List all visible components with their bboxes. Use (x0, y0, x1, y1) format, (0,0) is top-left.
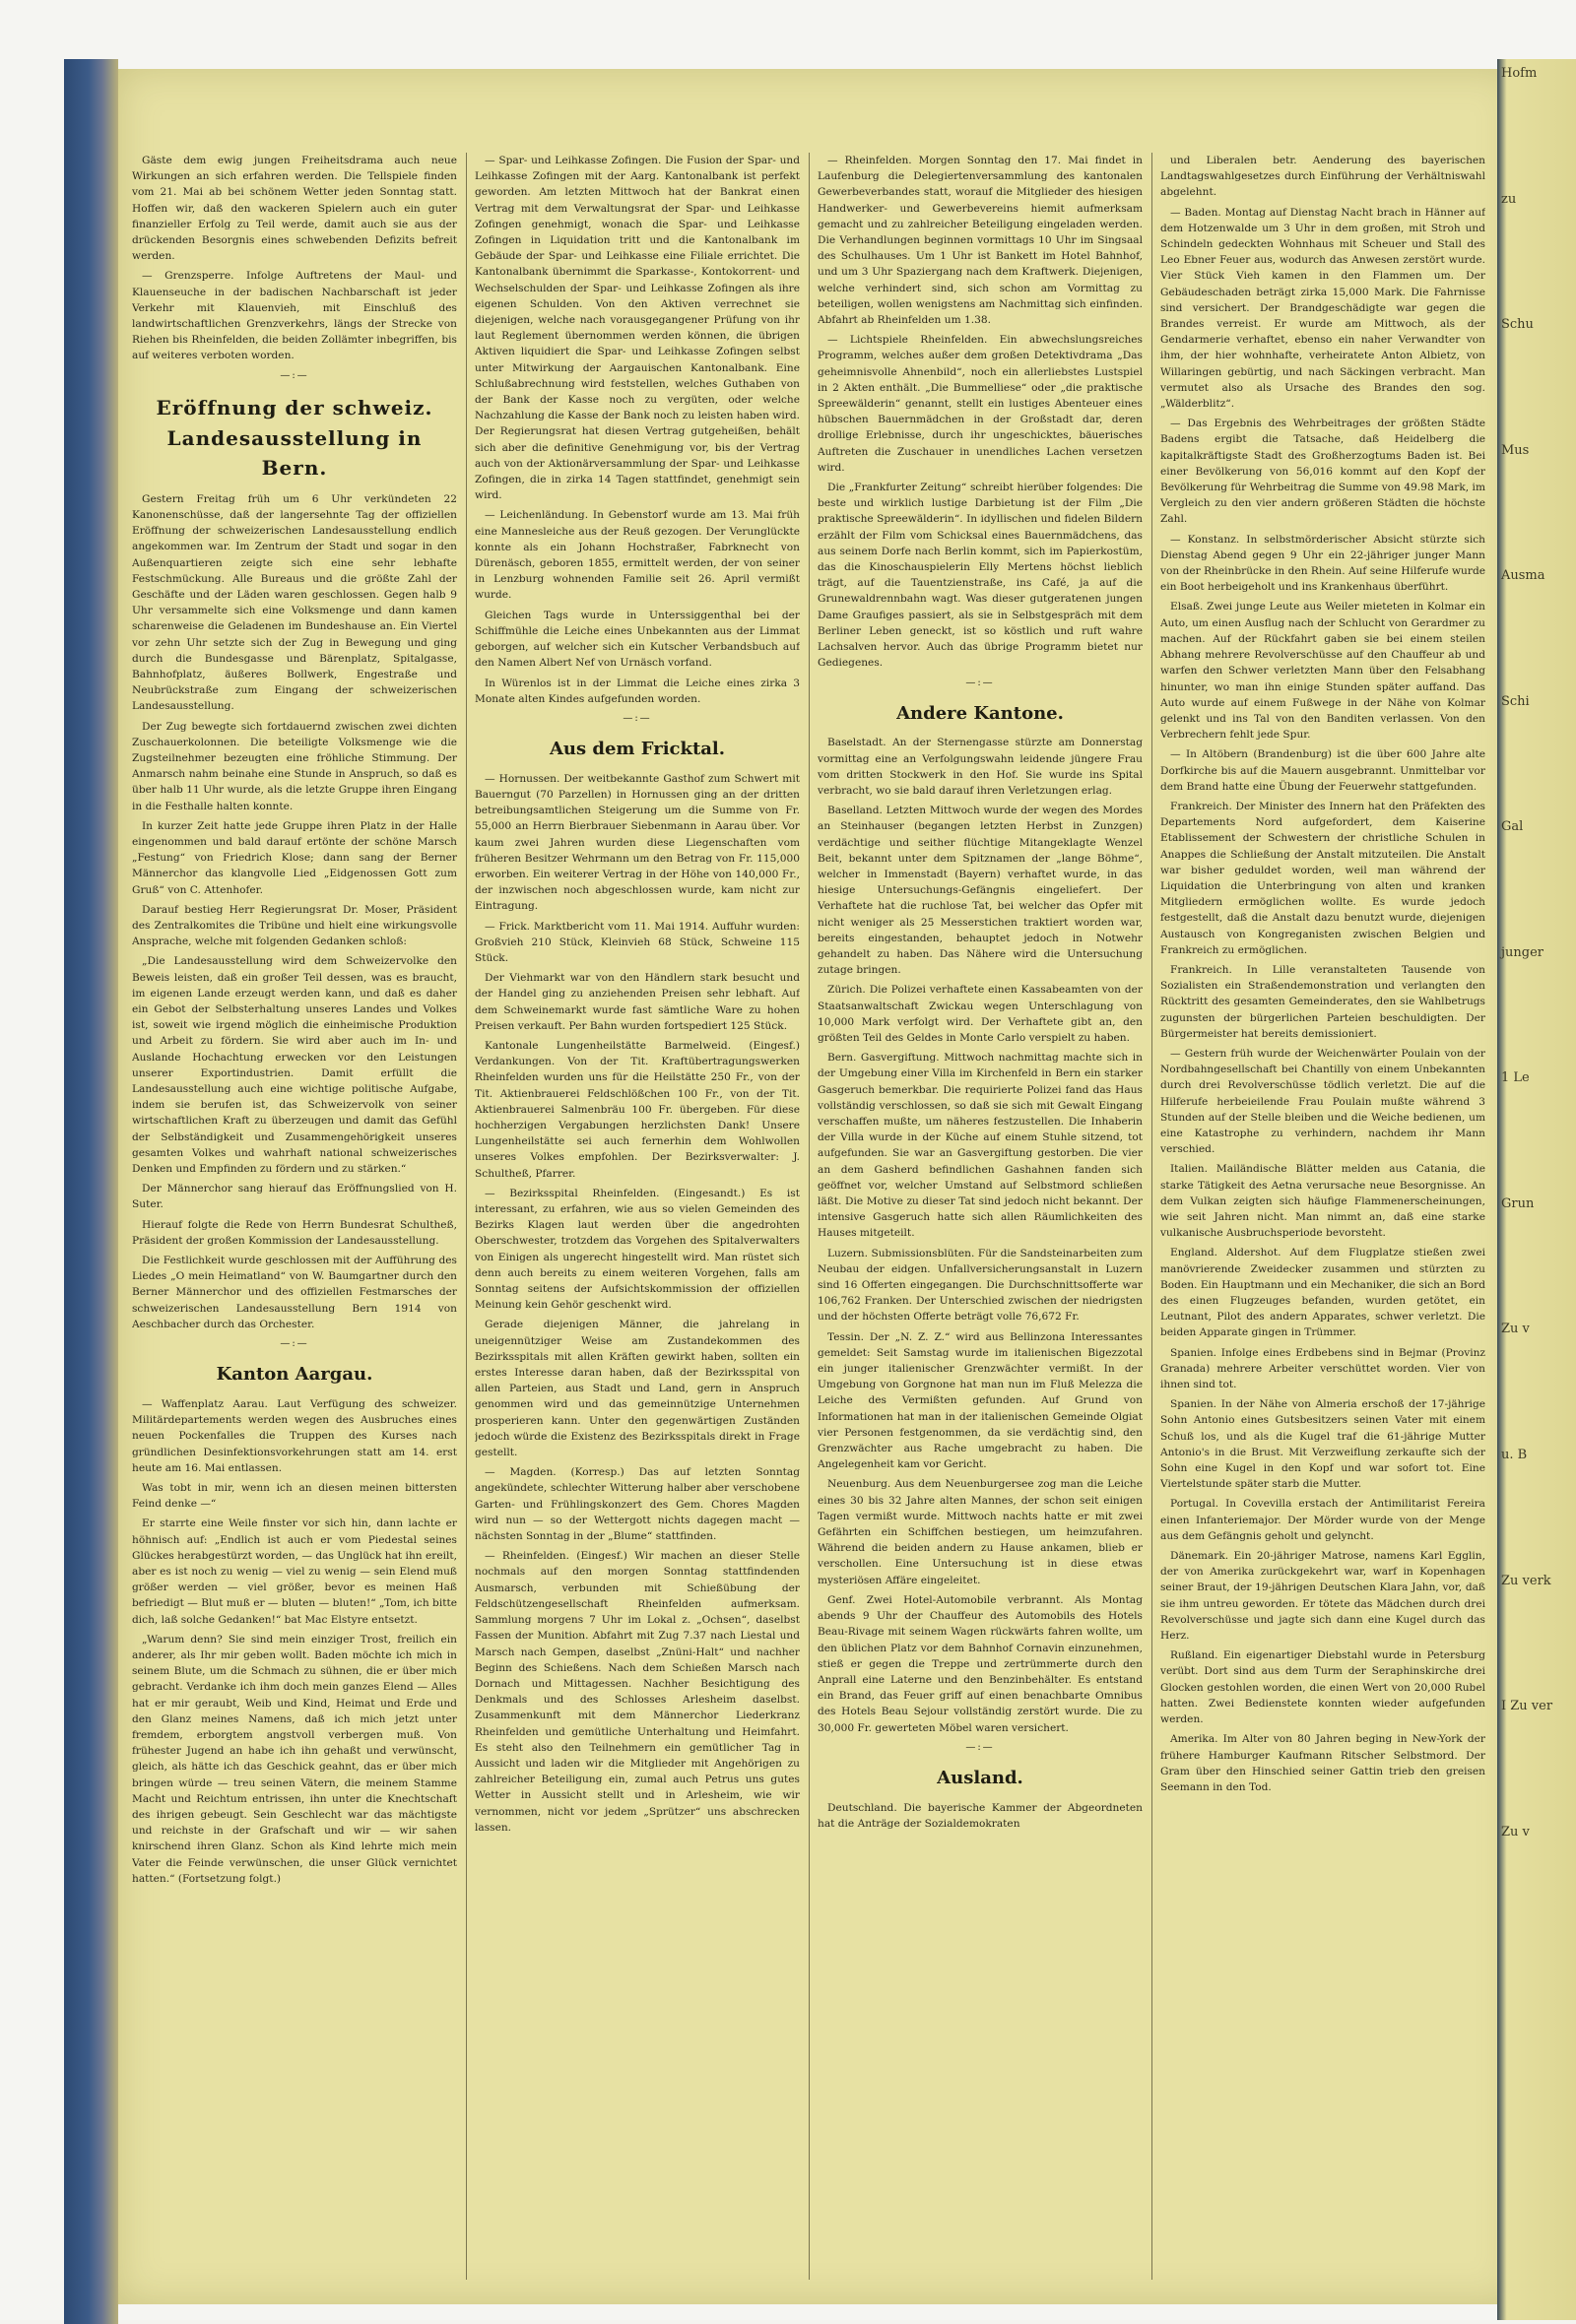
article-paragraph: Er starrte eine Weile finster vor sich hin, dann lachte er höhnisch auf: „Endlich ist auch er vom Piedestal seines Glückes herabgestürzt worden, — das Unglück hat ihn ereilt, aber es ist noch zu wenig — viel zu wenig — sein Elend muß größer werden — viel größer, bevor es meinen Haß befriedigt — Blut muß er — bluten — bluten!“ „Tom, ich bitte dich, laß solche Gedanken!“ bat Mac Elstyre entsetzt. (132, 1517, 457, 1626)
article-paragraph: Was tobt in mir, wenn ich an diesen meinen bittersten Feind denke —“ (132, 1481, 457, 1511)
article-paragraph: Gäste dem ewig jungen Freiheitsdrama auch neue Wirkungen an sich erfahren werden. Die Tellspiele finden vom 21. Mai ab bei schönem Wetter jeden Sonntag statt. Hoffen wir, daß den wackeren Spielern auch ein guter finanzieller Erfolg zu Teil werde, damit auch sie aus der drückenden Besorgnis eines schwebenden Defizits befreit werden. (132, 155, 457, 263)
article-columns (132, 153, 1501, 2280)
section-separator: —:— (623, 712, 652, 724)
article-paragraph: Der Zug bewegte sich fortdauernd zwischen zwei dichten Zuschauerkolonnen. Die beteiligte Volksmenge wie die Zugsteilnehmer bezeugten eine fröhliche Stimmung. Der Anmarsch nahm beinahe eine Stunde in Anspruch, so daß es über halb 11 Uhr wurde, als die letzte Gruppe ihren Eingang in die Festhalle halten konnte. (132, 720, 457, 812)
article-paragraph: Neuenburg. Aus dem Neuenburgersee zog man die Leiche eines 30 bis 32 Jahre alten Mannes, der schon seit einigen Tagen vermißt wurde. Mittwoch nachts hatte er mit zwei Gefährten ein Schiffchen bestiegen, um heimzufahren. Während die beiden andern zu Hause ankamen, blieb er verschollen. Eine Untersuchung ist in diese etwas mysteriösen Affäre eingeleitet. (818, 1478, 1143, 1586)
section-separator: —:— (965, 1741, 995, 1753)
book-spine-edge (64, 59, 118, 2324)
adjacent-page-fragment: Zu verk (1501, 1573, 1551, 1588)
adjacent-page-fragment: Schi (1501, 693, 1530, 709)
column-4 (1160, 153, 1485, 2280)
article-paragraph: — Spar- und Leihkasse Zofingen. Die Fusion der Spar- und Leihkasse Zofingen mit der Aarg. Kantonalbank ist perfekt geworden. Am letzten Mittwoch hat der Bankrat einen Vertrag mit dem Verwaltungsrat der Spar- und Leihkasse Zofingen genehmigt, wonach die Spar- und Leihkasse Zofingen in Liquidation tritt und die Kantonalbank im Gebäude der Spar- und Leihkasse eine Filiale errichtet. Die Kantonalbank übernimmt die Sparkasse-, Kontokorrent- und Wechselschulden der Spar- und Leihkasse Zofingen als ihre eigenen Schulden. Von den Aktiven verrechnet sie diejenigen, welche nach vorausgegangener Prüfung von ihr laut Reglement übernommen werden können, die übrigen Aktiven liquidiert die Spar- und Leihkasse Zofingen selbst unter Mitwirkung der Aargauischen Kantonalbank. Eine Schlußabrechnung wird feststellen, welches Guthaben von der Bank der Kasse noch zu vergüten, oder welche Nachzahlung die Kasse der Bank noch zu leisten haben wird. Der Regierungsrat hat diesen Vertrag gutgeheißen, behält sich aber die definitive Genehmigung vor, bis der Vertrag auch von der Aktionärversammlung der Spar- und Leihkasse Zofingen, die in zirka 14 Tagen stattfindet, genehmigt sein wird. (475, 155, 800, 502)
adjacent-page-fragment: Zu v (1501, 1322, 1530, 1337)
adjacent-page-fragment: Schu (1501, 317, 1534, 333)
article-paragraph: — Hornussen. Der weitbekannte Gasthof zum Schwert mit Bauerngut (70 Parzellen) in Hornussen ging an der dritten betreibungsamtlichen Steigerung um die Summe von Fr. 55,000 an Herrn Bierbrauer Siebenmann in Aarau über. Vor kaum zwei Jahren wurden diese Liegenschaften vom früheren Besitzer Wehrmann um den Betrag von Fr. 115,000 erworben. Ein weiterer Vertrag in der Höhe von 140,000 Fr., der inzwischen noch abgeschlossen wurde, kam nicht zur Eintragung. (475, 772, 800, 913)
article-paragraph: Luzern. Submissionsblüten. Für die Sandsteinarbeiten zum Neubau der eidgen. Unfallversicherungsanstalt in Luzern sind 16 Offerten eingegangen. Die Durchschnittsofferte war 106,762 Franken. Der Unterschied zwischen der niedrigsten und der höchsten Offerte beträgt volle 76,672 Fr. (818, 1247, 1143, 1323)
article-paragraph: „Die Landesausstellung wird dem Schweizervolke den Beweis leisten, daß ein großer Teil dessen, was es braucht, im eigenen Lande erzeugt werden kann, und daß es daher ein Gebot der Selbsterhaltung unseres Landes und Volkes ist, soweit wie irgend möglich die einheimische Produktion und Arbeit zu fördern. Sie wird aber auch im In- und Auslande Hochachtung erwecken vor den Leistungen unserer Exportindustrien. Damit erfüllt die Landesausstellung auch eine wichtige politische Aufgabe, indem sie berufen ist, das Schweizervolk von seiner wirtschaftlichen Kraft zu überzeugen und damit das Gefühl der Selbständigkeit und Zusammengehörigkeit unseres gesamten Volkes und wahrhaft national schweizerisches Denken und Empfinden zu fördern und zu stärken.“ (132, 955, 457, 1176)
section-separator: —:— (965, 677, 995, 688)
adjacent-page-fragment: Hofm (1501, 66, 1538, 81)
article-paragraph: Dänemark. Ein 20-jähriger Matrose, namens Karl Egglin, der von Amerika zurückgekehrt war, warf in Kopenhagen seiner Braut, der 19-jährigen Deutschen Klara Jahn, vor, daß sie ihm untreu geworden. Er tötete das Mädchen durch drei Revolverschüsse und jagte sich dann eine Kugel durch das Herz. (1160, 1550, 1485, 1643)
article-paragraph: Italien. Mailändische Blätter melden aus Catania, die starke Tätigkeit des Aetna verursache neue Besorgnisse. An dem Vulkan zeigten sich häufige Flammenerscheinungen, wie seit Jahren nicht. Man nimmt an, daß eine starke vulkanische Ausbruchsperiode bevorsteht. (1160, 1163, 1485, 1240)
article-paragraph: Die „Frankfurter Zeitung“ schreibt hierüber folgendes: Die beste und wirklich lustige Darbietung ist der Film „Die praktische Spreewälderin“. In idyllischen und fidelen Bildern erzählt der Film vom Schicksal eines Bauernmädchens, das aus seinem Dorfe nach Berlin kommt, sich im Papierkostüm, das die Kinoschauspielerin Elly Mertens höchst lieblich trägt, auf die Tauentzienstraße, ins Café, ja auf die Grunewaldrennbahn wagt. Was dieser gutgeratenen jungen Dame Graufiges passiert, als sie in Selbstgespräch mit dem Berliner Leben geneckt, ist so köstlich und ruft wahre Lachsalven hervor. Auch das übrige Programm bietet nur Gediegenes. (818, 482, 1143, 670)
article-paragraph: — Waffenplatz Aarau. Laut Verfügung des schweizer. Militärdepartements werden wegen des Ausbruches eines neuen Pockenfalles die Truppen des Kurses nach gründlichen Desinfektionsvorkehrungen statt am 14. erst heute am 16. Mai entlassen. (132, 1397, 457, 1474)
article-paragraph: Der Männerchor sang hierauf das Eröffnungslied von H. Suter. (132, 1183, 457, 1211)
article-paragraph: — Bezirksspital Rheinfelden. (Eingesandt.) Es ist interessant, zu erfahren, wie aus so vielen Gemeinden des Bezirks Klagen laut werden über die angedrohten Oberschwester, trotzdem das Vorgehen des Spitalverwalters von Einigen als ungerecht hingestellt wird. Man rüstet sich denn auch bereits zu einem weiteren Vorgehen, falls am Sonntag seitens der Aufsichtskommission der offiziellen Meinung kein Gehör geschenkt wird. (475, 1187, 800, 1312)
section-heading: Aus dem Fricktal. (549, 739, 726, 760)
article-paragraph: Deutschland. Die bayerische Kammer der Abgeordneten hat die Anträge der Sozialdemokraten (818, 1801, 1143, 1830)
section-heading: Kanton Aargau. (216, 1364, 373, 1386)
adjacent-page-text (1497, 59, 1576, 1955)
article-paragraph: Tessin. Der „N. Z. Z.“ wird aus Bellinzona Interessantes gemeldet: Seit Samstag wurde im italienischen Bigezzotal ein junger italienischer Grenzwächter vermißt. In der Umgebung von Gorgnone hat man nun im Fluß Melezza die Leiche des Vermißten gefunden. Auf Grund von Informationen hat man in der italienischen Gemeinde Olgiat vier Personen festgenommen, da sie verdächtig sind, den Grenzwächter aus Rache umgebracht zu haben. Die Angelegenheit kam vor Gericht. (818, 1330, 1143, 1471)
article-paragraph: Spanien. In der Nähe von Almeria erschoß der 17-jährige Sohn Antonio eines Gutsbesitzers seinen Vater mit einem Schuß los, und als die Kugel traf die 61-jährige Mutter Antonio's in die Brust. Mit Verzweiflung zerkaufte sich der Sohn eine Kugel in den Kopf und war sofort tot. Eine Viertelstunde später starb die Mutter. (1160, 1398, 1485, 1491)
article-paragraph: In kurzer Zeit hatte jede Gruppe ihren Platz in der Halle eingenommen und bald darauf ertönte der schöne Marsch „Festung“ von Friedrich Klose; dann sang der Berner Männerchor das klangvolle Lied „Eidgenossen Gott zum Gruß“ von C. Attenhofer. (132, 819, 457, 896)
article-paragraph: — Lichtspiele Rheinfelden. Ein abwechslungsreiches Programm, welches außer dem großen Detektivdrama „Das geheimnisvolle Ahnenbild“, noch ein allerliebstes Lustspiel in 2 Akten enthält. „Die Bummelliese“ oder „die praktische Spreewälderin“ genannt, stellt ein lustiges Abenteuer eines hübschen Bauernmädchen in der Großstadt dar, deren drollige Erlebnisse, durch ihr ungeschicktes, bäuerisches Auftreten die Zuschauer in unendliches Lachen versetzen wird. (818, 334, 1143, 474)
article-paragraph: Kantonale Lungenheilstätte Barmelweid. (Eingesf.) Verdankungen. Von der Tit. Kraftübertragungswerken Rheinfelden wurden uns für die Heilstätte 250 Fr., von der Tit. Aktienbrauerei Feldschlößchen 100 Fr., von der Tit. Aktienbrauerei Salmenbräu 100 Fr. übergeben. Für diese hochherzigen Vergabungen herzlichsten Dank! Unsere Lungenheilstätte sei auch fernerhin dem Wohlwollen unseres Volkes empfohlen. Der Bezirksverwalter: J. Schultheß, Pfarrer. (475, 1039, 800, 1180)
adjacent-page-fragment: Gal (1501, 819, 1524, 835)
article-paragraph: „Warum denn? Sie sind mein einziger Trost, freilich ein anderer, als Ihr mir geben wollt. Baden möchte ich mich in seinem Blute, um die Schmach zu sühnen, die er über mich gebracht. Verdanke ich ihm doch mein ganzes Elend — Alles hat er mir geraubt, Weib und Kind, Heimat und Erde und den Glanz meines Namens, daß ich mich jetzt unter fremdem, erborgtem angstvoll verbergen muß. Von frühester Jugend an habe ich ihn gehaßt und verwünscht, gleich, als hätte ich das Geschick geahnt, das er über mich bringen würde — treu seinen Vätern, die meinem Stamme Macht und Reichtum entrissen, ihn unter die Knechtschaft des ihrigen gebeugt. Sein Geschlecht war das mächtigste und reichste in der Grafschaft und wir — wir sahen knirschend ihren Glanz. Schon als Kind lehrte mich mein Vater die Feinde verwünschen, die unser Glück vernichtet hatten.“ (Fortsetzung folgt.) (132, 1633, 457, 1885)
section-heading: Andere Kantone. (896, 702, 1064, 724)
column-3 (818, 153, 1143, 2280)
article-paragraph: Frankreich. Der Minister des Innern hat den Präfekten des Departements Nord aufgefordert, dem Kaiserine Etablissement der Schwestern der christliche Schulen in Anappes die Schließung der Anstalt mitzuteilen. Die Anstalt war bisher geduldet worden, weil man während der Liquidation die Unterbringung von alten und kranken Mitgliedern ermöglichen wollte. Es wurde jedoch festgestellt, daß die Anstalt dazu benutzt wurde, diejenigen Austausch von Kongreganisten zwischen Belgien und Frankreich zu ermöglichen. (1160, 800, 1485, 956)
article-paragraph: — Baden. Montag auf Dienstag Nacht brach in Hänner auf dem Hotzenwalde um 3 Uhr in dem großen, mit Stroh und Schindeln gedeckten Wohnhaus mit Scheuer und Stall des Leo Ebner Feuer aus, wodurch das Anwesen zerstört wurde. Vier Stück Vieh kamen in den Flammen um. Der Gebäudeschaden beträgt zirka 15,000 Mark. Die Fahrnisse sind versichert. Der Brandgeschädigte war gegen die Brandes verreist. Er wurde am Mittwoch, als der Gendarmerie verhaftet, ebenso ein naher Verwandter von ihm, der hier wohnhafte, verheiratete Anton Albietz, von Willaringen gebürtig, und nach Säckingen verbracht. Man vermutet also als Ursache des Brandes den sog. „Wälderblitz“. (1160, 206, 1485, 411)
adjacent-page-fragment: u. B (1501, 1448, 1528, 1463)
article-paragraph: Spanien. Infolge eines Erdbebens sind in Bejmar (Provinz Granada) mehrere Arbeiter verschüttet worden. Vier von ihnen sind tot. (1160, 1346, 1485, 1391)
adjacent-page-fragment: Ausma (1501, 568, 1545, 584)
article-paragraph: Genf. Zwei Hotel-Automobile verbrannt. Als Montag abends 9 Uhr der Chauffeur des Automobils des Hotels Beau-Rivage mit seinem Wagen rückwärts fahren wollte, um den üblichen Platz vor dem Bahnhof Cornavin einzunehmen, stieß er gegen die Treppe und zertrümmerte durch den Anprall eine Laterne und den Benzinbehälter. Es entstand ein Brand, das Feuer griff auf einen benachbarte Omnibus des Hotels Beau Sejour vollständig zerstört wurde. Die zu 30,000 Fr. gewerteten Möbel waren versichert. (818, 1593, 1143, 1734)
adjacent-page-strip (1497, 59, 1576, 2320)
section-heading: Ausland. (937, 1768, 1023, 1789)
article-paragraph: Der Viehmarkt war von den Händlern stark besucht und der Handel ging zu anziehenden Preisen sehr lebhaft. Auf dem Schweinemarkt wurde fast sämtliche Ware zu hohen Preisen verkauft. Per Bahn wurden fortspediert 125 Stück. (475, 972, 800, 1032)
adjacent-page-fragment: 1 Le (1501, 1070, 1530, 1086)
adjacent-page-fragment: Mus (1501, 442, 1530, 458)
adjacent-page-fragment: zu (1501, 191, 1517, 207)
article-paragraph: — Rheinfelden. (Eingesf.) Wir machen an dieser Stelle nochmals auf den morgen Sonntag stattfindenden Ausmarsch, verbunden mit Schießübung der Feldschützengesellschaft Rheinfelden aufmerksam. Sammlung morgens 7 Uhr im Lokal z. „Ochsen“, daselbst Fassen der Munition. Abfahrt mit Zug 7.37 nach Liestal und Marsch nach Gempen, daselbst „Znüni-Halt“ und nachher Beginn des Schießens. Nach dem Schießen Marsch nach Dornach und Mittagessen. Nachher Besichtigung des Denkmals und des Schlosses Arlesheim daselbst. Zusammenkunft mit dem Männerchor Liederkranz Rheinfelden und gemütliche Unterhaltung und Heimfahrt. Es steht also den Teilnehmern ein gemütlicher Tag in Aussicht und laden wir die Mitglieder mit Angehörigen zu zahlreicher Beteiligung ein, zumal auch Petrus uns gutes Wetter in Aussicht stellt und in Arlesheim, wie wir vernommen, nicht vor jedem „Sprützer“ uns abschrecken lassen. (475, 1550, 800, 1834)
section-separator: —:— (280, 1338, 309, 1350)
article-paragraph: — Magden. (Korresp.) Das auf letzten Sonntag angekündete, schlechter Witterung halber aber verschobene Garten- und Frühlingskonzert des Gem. Chores Magden wird nun — so der Wettergott nichts dagegen macht — nächsten Sonntag in der „Blume“ stattfinden. (475, 1466, 800, 1543)
column-1 (132, 153, 457, 2280)
column-2 (475, 153, 800, 2280)
article-paragraph: Rußland. Ein eigenartiger Diebstahl wurde in Petersburg verübt. Dort sind aus dem Turm der Seraphinskirche drei Glocken gestohlen worden, die einen Wert von 20,000 Rubel hatten. Zwei Bedienstete konnten wieder aufgefunden werden. (1160, 1649, 1485, 1726)
article-paragraph: Gleichen Tags wurde in Unterssiggenthal bei der Schiffmühle die Leiche eines Unbekannten aus der Limmat geborgen, auf welcher sich ein Kutscher Verbandsbuch auf den Namen Albert Nef von Urnäsch vorfand. (475, 609, 800, 670)
article-paragraph: Zürich. Die Polizei verhaftete einen Kassabeamten von der Staatsanwaltschaft Zwickau wegen Unterschlagung von 10,000 Mark verfolgt wird. Der Verhaftete gibt an, den größten Teil des Geldes in Monte Carlo verspielt zu haben. (818, 984, 1143, 1044)
article-paragraph: — Das Ergebnis des Wehrbeitrages der größten Städte Badens ergibt die Tatsache, daß Heidelberg die kapitalkräftigste Stadt des Großherzogtums Baden ist. Bei einer Bevölkerung von 56,016 kommt auf den Kopf der Bevölkerung für Wehrbeitrag die Summe von 49.98 Mark, im Vergleich zu den vier andern größeren Städten die höchste Zahl. (1160, 418, 1485, 526)
article-paragraph: Gestern Freitag früh um 6 Uhr verkündeten 22 Kanonenschüsse, daß der langersehnte Tag der offiziellen Eröffnung der schweizerischen Landesausstellung endlich angekommen war. Im Zentrum der Stadt und sogar in den Außenquartieren zeigte sich eine sehr lebhafte Festschmückung. Alle Bureaus und die größte Zahl der Geschäfte und der Läden waren geschlossen. Gegen halb 9 Uhr versammelte sich eine Volksmenge und dann kamen scharenweise die Geladenen im Bundeshause an. Ein Viertel vor zehn Uhr setzte sich der Zug in Bewegung und ging durch die Bundesgasse und Bärenplatz, Spitalgasse, Bahnhofplatz, äußeres Bollwerk, Engestraße und Neubrückstraße zum Eingang der schweizerischen Landesausstellung. (132, 492, 457, 713)
adjacent-page-fragment: I Zu ver (1501, 1699, 1553, 1714)
article-paragraph: Portugal. In Covevilla erstach der Antimilitarist Fereira einen Infanteriemajor. Der Mörder wurde von der Menge aus dem Gefängnis geholt und gelyncht. (1160, 1498, 1485, 1542)
column-rule (809, 153, 810, 2280)
adjacent-page-fragment: junger (1501, 944, 1544, 960)
article-paragraph: Bern. Gasvergiftung. Mittwoch nachmittag machte sich in der Umgebung einer Villa im Kirchenfeld in Bern ein starker Gasgeruch bemerkbar. Die requirierte Polizei fand das Haus vollständig verschlossen, so daß sie sich mit Gewalt Eingang verschaffen mußte, um näheres festzustellen. Die Inhaberin der Villa wurde in der Küche auf einem Stuhle sitzend, tot aufgefunden. Sie war an Gasvergiftung gestorben. Die vier an dem Gasherd befindlichen Gashahnen fanden sich geöffnet vor, welcher Umstand auf Selbstmord schließen läßt. Die Motive zu dieser Tat sind jedoch nicht bekannt. Der intensive Gasgeruch hatte sich allen Räumlichkeiten des Hauses mitgeteilt. (818, 1052, 1143, 1240)
article-paragraph: — In Altöbern (Brandenburg) ist die über 600 Jahre alte Dorfkirche bis auf die Mauern ausgebrannt. Unmittelbar vor dem Brand hatte eine Übung der Feuerwehr stattgefunden. (1160, 748, 1485, 793)
article-paragraph: Frankreich. In Lille veranstalteten Tausende von Sozialisten ein Straßendemonstration und verlangten den Rücktritt des gesamten Gemeinderates, den sie Wahlbetrugs zugunsten der bürgerlichen Parteien beschuldigten. Der Bürgermeister hat bereits demissioniert. (1160, 963, 1485, 1040)
article-paragraph: und Liberalen betr. Aenderung des bayerischen Landtagswahlgesetzes durch Einführung der Verhältniswahl abgelehnt. (1160, 155, 1485, 199)
article-paragraph: — Gestern früh wurde der Weichenwärter Poulain von der Nordbahngesellschaft bei Chantilly von einem Unbekannten durch drei Revolverschüsse tödlich verletzt. Die auf die Hilferufe herbeieilende Frau Poulain mußte während 3 Stunden auf der Stelle bleiben und die Weiche bedienen, um eine Katastrophe zu verhindern, nachdem ihr Mann verschied. (1160, 1047, 1485, 1156)
article-paragraph: Die Festlichkeit wurde geschlossen mit der Aufführung des Liedes „O mein Heimatland“ von W. Baumgartner durch den Berner Männerchor und des offiziellen Festmarsches der schweizerischen Landesausstellung Bern 1914 von Aeschbacher durch das Orchester. (132, 1255, 457, 1330)
article-paragraph: — Leichenländung. In Gebenstorf wurde am 13. Mai früh eine Mannesleiche aus der Reuß gezogen. Der Verunglückte konnte als ein Johann Hochstraßer, Fabrknecht von Dürenäsch, geboren 1855, ermittelt werden, der von seiner in Lenzburg wohnenden Familie seit 26. April vermißt wurde. (475, 509, 800, 602)
section-separator: —:— (280, 369, 309, 381)
article-paragraph: — Frick. Marktbericht vom 11. Mai 1914. Auffuhr wurden: Großvieh 210 Stück, Kleinvieh 68 Stück, Schweine 115 Stück. (475, 920, 800, 964)
article-paragraph: England. Aldershot. Auf dem Flugplatze stießen zwei manövrierende Zweidecker zusammen und stürzten zu Boden. Ein Hauptmann und ein Mechaniker, die sich an Bord des einen Flugzeuges befanden, wurden getötet, ein Leutnant, Pilot des andern Apparates, schwer verletzt. Die beiden Apparate gingen in Trümmer. (1160, 1247, 1485, 1339)
article-paragraph: Elsaß. Zwei junge Leute aus Weiler mieteten in Kolmar ein Auto, um einen Ausflug nach der Schlucht von Gerardmer zu machen. Auf der Rückfahrt gaben sie bei einem steilen Abhang mehrere Revolverschüsse auf den Chauffeur ab und warfen den Schwer verletzten Mann über den Felsabhang hinunter, wo man ihn einige Stunden später auffand. Das Auto wurde auf einem Fußwege in der Nähe von Kolmar gelenkt und ins Tal von den Banditen verlassen. Von den Verbrechern fehlt jede Spur. (1160, 601, 1485, 742)
column-rule (466, 153, 467, 2280)
article-paragraph: Amerika. Im Alter von 80 Jahren beging in New-York der frühere Hamburger Kaufmann Ritscher Selbstmord. Der Gram über den Hinschied seiner Gattin trieb den greisen Seemann in den Tod. (1160, 1733, 1485, 1793)
column-rule (1151, 153, 1152, 2280)
article-paragraph: — Konstanz. In selbstmörderischer Absicht stürzte sich Dienstag Abend gegen 9 Uhr ein 22-jähriger junger Mann von der Rheinbrücke in den Rhein. Auf seine Hilferufe wurde ein Boot herbeigeholt und ins Krankenhaus überführt. (1160, 533, 1485, 594)
section-heading: Eröffnung der schweiz. Landesausstellung in Bern. (156, 395, 433, 481)
article-paragraph: Darauf bestieg Herr Regierungsrat Dr. Moser, Präsident des Zentralkomites die Tribüne und hielt eine wirkungsvolle Ansprache, welche mit folgenden Gedanken schloß: (132, 903, 457, 948)
adjacent-page-fragment: Zu v (1501, 1824, 1530, 1840)
article-paragraph: — Rheinfelden. Morgen Sonntag den 17. Mai findet in Laufenburg die Delegiertenversammlung des kantonalen Gewerbeverbandes statt, worauf die Mitglieder des hiesigen Handwerker- und Gewerbevereins hiemit aufmerksam gemacht und zu zahlreicher Beteiligung eingeladen werden. Die Verhandlungen beginnen vormittags 10 Uhr im Singsaal des Schulhauses. Um 1 Uhr ist Bankett im Hotel Bahnhof, und um 3 Uhr Spaziergang nach dem Kraftwerk. Diejenigen, welche verhindert sind, sich schon am Vormittag zu beteiligen, wollen wenigstens am Nachmittag sich einfinden. Abfahrt ab Rheinfelden um 1.38. (818, 155, 1143, 327)
newspaper-page (118, 69, 1517, 2304)
article-paragraph: In Würenlos ist in der Limmat die Leiche eines zirka 3 Monate alten Kindes aufgefunden worden. (475, 677, 800, 705)
article-paragraph: Baselstadt. An der Sternengasse stürzte am Donnerstag vormittag eine an Verfolgungswahn leidende jüngere Frau vom dritten Stockwerk in den Hof. Sie wurde ins Spital verbracht, wo sie bald darauf ihren Verletzungen erlag. (818, 737, 1143, 797)
article-paragraph: Gerade diejenigen Männer, die jahrelang in uneigennütziger Weise am Zustandekommen des Bezirksspitals mit allen Kräften gewirkt haben, sollten ein erstes Interesse daran haben, daß der Bezirksspital von allen Parteien, aus Stadt und Land, gern in Anspruch genommen wird und das gemeinnützige Unternehmen prosperieren kann. Unter den gegenwärtigen Zuständen jedoch würde die Existenz des Bezirksspitals direkt in Frage gestellt. (475, 1319, 800, 1459)
adjacent-page-fragment: Grun (1501, 1195, 1535, 1211)
article-paragraph: — Grenzsperre. Infolge Auftretens der Maul- und Klauenseuche in der badischen Nachbarschaft ist jeder Verkehr mit Klauenvieh, mit Einschluß des landwirtschaftlichen Grenzverkehrs, längs der Strecke von Riehen bis Rheinfelden, die beiden Zollämter inbegriffen, bis auf weiteres verboten worden. (132, 270, 457, 362)
article-paragraph: Hierauf folgte die Rede von Herrn Bundesrat Schultheß, Präsident der großen Kommission der Landesausstellung. (132, 1218, 457, 1247)
article-paragraph: Baselland. Letzten Mittwoch wurde der wegen des Mordes an Steinhauser (begangen letzten Herbst in Zunzgen) verdächtige und seither flüchtige Mitangeklagte Wenzel Beit, bekannt unter dem Spitznamen der „lange Böhme“, welcher in Immenstadt (Bayern) verhaftet wurde, in das hiesige Untersuchungs-Gefängnis eingeliefert. Der Verhaftete hat die ruchlose Tat, bei welcher das Opfer mit nicht weniger als 25 Messerstichen traktiert worden war, bereits eingestanden, behauptet jedoch in Notwehr gehandelt zu haben. Das Nähere wird die Untersuchung zutage bringen. (818, 805, 1143, 977)
